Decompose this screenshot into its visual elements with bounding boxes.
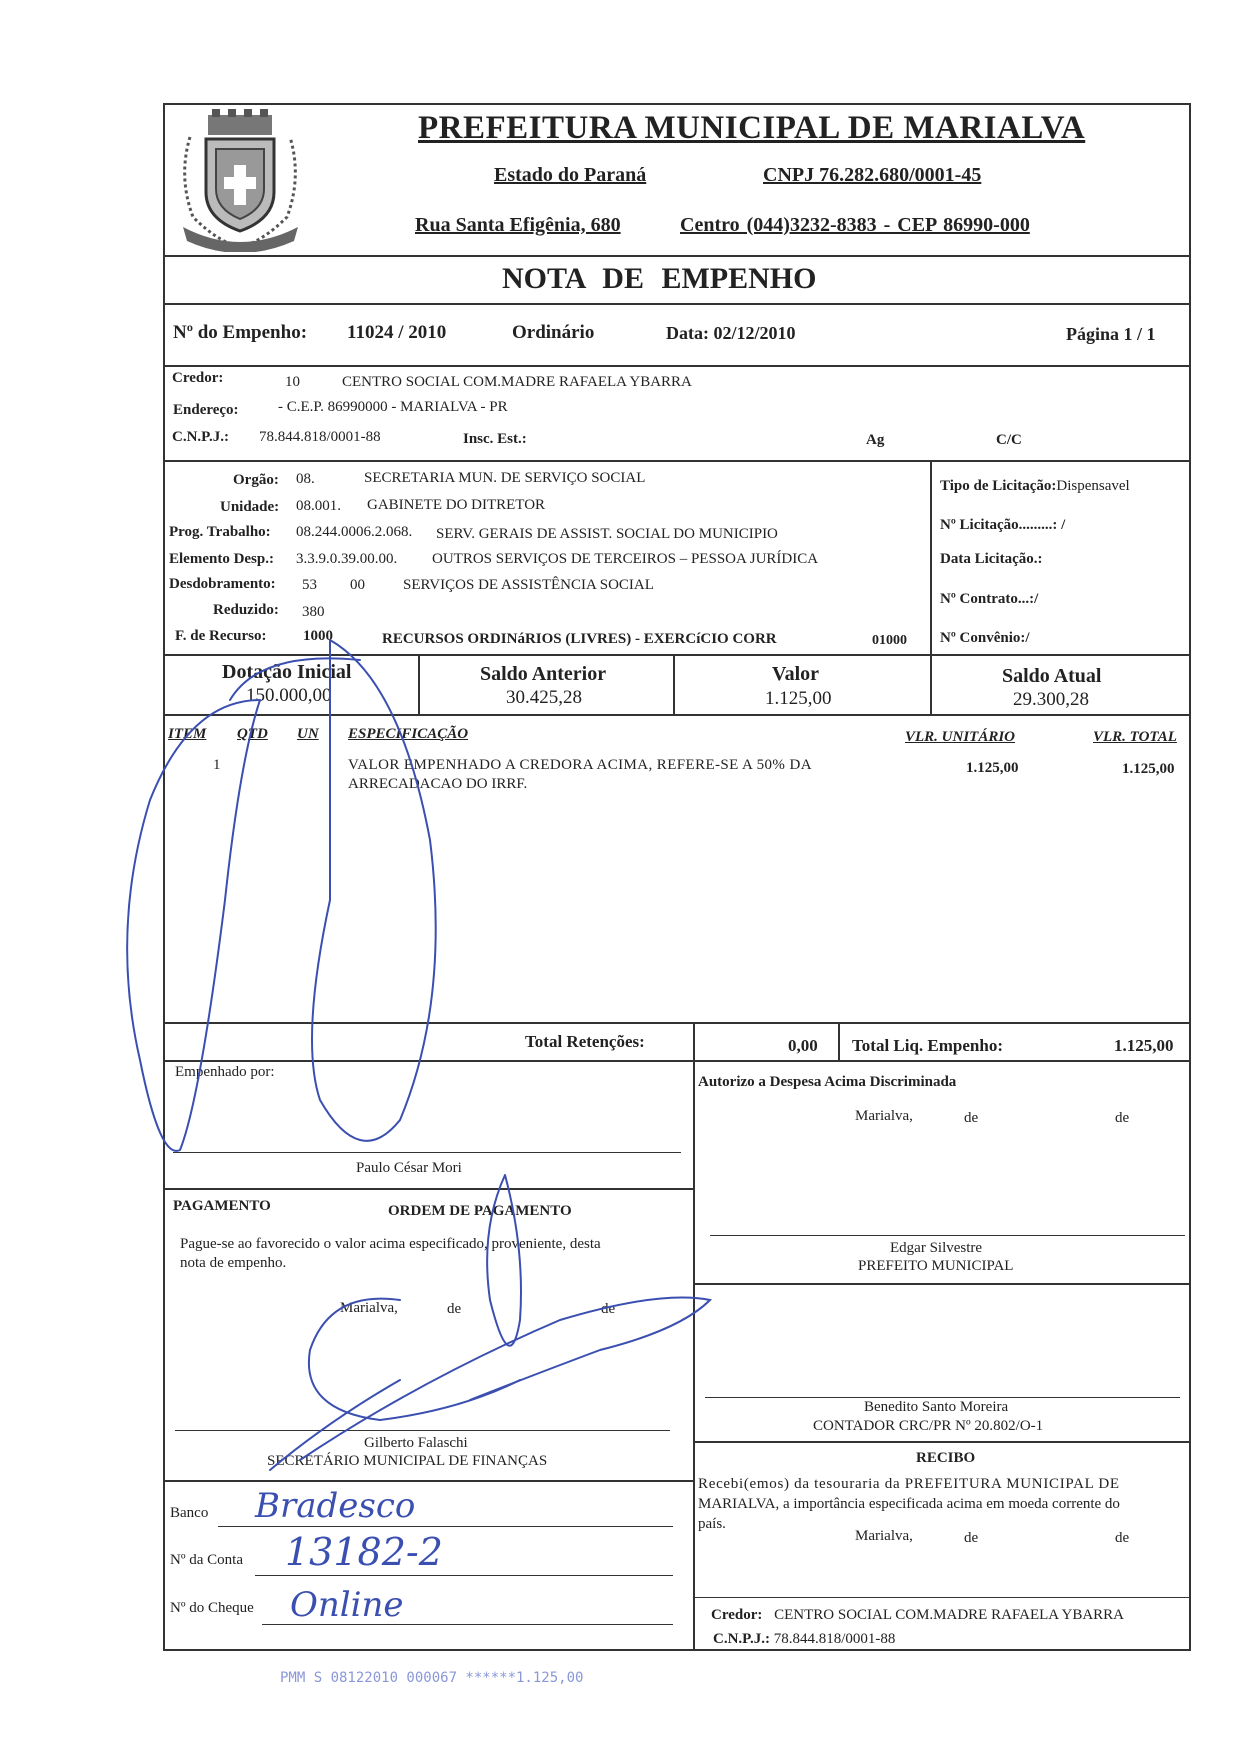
autorizo-place: Marialva,	[855, 1108, 913, 1124]
autorizo-de-1: de	[964, 1110, 979, 1126]
credor-address: - C.E.P. 86990000 - MARIALVA - PR	[278, 399, 508, 415]
rule	[163, 365, 1191, 367]
numero-convenio: Nº Convênio:/	[940, 630, 1030, 646]
banco-value: Bradesco	[255, 1486, 416, 1526]
header-cnpj: CNPJ 76.282.680/0001-45	[763, 164, 982, 186]
desdobramento-a: 53	[302, 577, 317, 593]
header-phone-cep: Centro (044)3232-8383 - CEP 86990-000	[680, 214, 1030, 236]
orgao-name: SECRETARIA MUN. DE SERVIÇO SOCIAL	[364, 470, 646, 486]
col-un: UN	[297, 726, 319, 742]
empenho-number-label: Nº do Empenho:	[173, 322, 308, 343]
recibo-place: Marialva,	[855, 1528, 913, 1544]
rule	[163, 1060, 1191, 1062]
unidade-label: Unidade:	[220, 499, 280, 515]
credor-code: 10	[285, 374, 300, 390]
cheque-value: Online	[290, 1585, 404, 1625]
valor-value: 1.125,00	[765, 688, 832, 709]
rule	[163, 303, 1191, 305]
insc-est-label: Insc. Est.:	[463, 431, 527, 447]
total-retencoes-value: 0,00	[788, 1036, 818, 1055]
pagamento-label: PAGAMENTO	[173, 1198, 271, 1214]
empenho-number: 11024 / 2010	[347, 322, 447, 343]
item-number: 1	[213, 757, 221, 773]
contador-name: Benedito Santo Moreira	[864, 1399, 1009, 1415]
coat-of-arms-icon	[168, 107, 313, 252]
rule	[838, 1022, 840, 1060]
header-state: Estado do Paraná	[494, 164, 647, 186]
col-vlr-total: VLR. TOTAL	[1093, 729, 1177, 745]
signature-line	[705, 1397, 1180, 1398]
dotacao-label: Dotação Inicial	[222, 661, 352, 683]
saldo-anterior-value: 30.425,28	[506, 687, 582, 708]
total-liquido-value: 1.125,00	[1114, 1036, 1174, 1055]
address-label: Endereço:	[173, 402, 239, 418]
signature-line	[173, 1152, 681, 1153]
item-total-value: 1.125,00	[1122, 761, 1175, 777]
prog-trabalho-name: SERV. GERAIS DE ASSIST. SOCIAL DO MUNICIPIO	[436, 526, 778, 542]
item-description-line-1: VALOR EMPENHADO A CREDORA ACIMA, REFERE-SE A 50% DA	[348, 757, 812, 773]
conta-value: 13182-2	[285, 1530, 443, 1574]
orgao-code: 08.	[296, 471, 315, 487]
page-number: Página 1 / 1	[1066, 324, 1156, 344]
secretario-name: Gilberto Falaschi	[364, 1435, 468, 1451]
valor-label: Valor	[772, 663, 820, 685]
empenhado-por-name: Paulo César Mori	[356, 1160, 462, 1176]
recibo-label: RECIBO	[916, 1450, 976, 1466]
reduzido-value: 380	[302, 604, 325, 620]
recurso-code: 1000	[303, 628, 333, 644]
credor-label: Credor:	[172, 370, 224, 386]
rule	[693, 1283, 1191, 1285]
recurso-label: F. de Recurso:	[175, 628, 267, 644]
credor-name: CENTRO SOCIAL COM.MADRE RAFAELA YBARRA	[342, 374, 692, 390]
col-vlr-unitario: VLR. UNITÁRIO	[905, 729, 1016, 745]
credor-cnpj: 78.844.818/0001-88	[259, 429, 381, 445]
rule	[673, 654, 675, 714]
recibo-credor-name: CENTRO SOCIAL COM.MADRE RAFAELA YBARRA	[774, 1607, 1125, 1623]
rule	[163, 654, 1191, 656]
numero-contrato: Nº Contrato...:/	[940, 591, 1039, 607]
recibo-cnpj-value: 78.844.818/0001-88	[773, 1631, 896, 1647]
rule	[163, 1188, 693, 1190]
tipo-licitacao-label: Tipo de Licitação:	[940, 478, 1057, 494]
secretario-role: SECRETÁRIO MUNICIPAL DE FINANÇAS	[267, 1453, 548, 1469]
recibo-de-1: de	[964, 1530, 979, 1546]
prefeito-role: PREFEITO MUNICIPAL	[858, 1258, 1014, 1274]
empenho-type: Ordinário	[512, 322, 595, 343]
field-line	[255, 1575, 673, 1576]
cc-label: C/C	[996, 432, 1022, 448]
ag-label: Ag	[866, 432, 885, 448]
cnpj-label: C.N.P.J.:	[172, 429, 229, 445]
pagamento-place: Marialva,	[340, 1300, 398, 1316]
ordem-pagamento-label: ORDEM DE PAGAMENTO	[388, 1203, 572, 1219]
unidade-name: GABINETE DO DITRETOR	[367, 497, 546, 513]
col-item: ITEM	[168, 726, 207, 742]
signature-line	[710, 1235, 1185, 1236]
contador-role: CONTADOR CRC/PR Nº 20.802/O-1	[813, 1418, 1044, 1434]
rule	[693, 1597, 1191, 1598]
rule	[930, 460, 932, 714]
tipo-licitacao-value: Dispensavel	[1056, 478, 1130, 494]
desdobramento-b: 00	[350, 577, 365, 593]
rule	[693, 1441, 1191, 1443]
elemento-name: OUTROS SERVIÇOS DE TERCEIROS – PESSOA JURÍDICA	[432, 551, 819, 567]
rule	[418, 654, 420, 714]
pagamento-de-1: de	[447, 1301, 462, 1317]
signature-line	[175, 1430, 670, 1431]
unidade-code: 08.001.	[296, 498, 341, 514]
reduzido-label: Reduzido:	[213, 602, 279, 618]
tipo-licitacao	[940, 478, 1130, 495]
numero-licitacao: Nº Licitação.........: /	[940, 517, 1066, 533]
total-liquido-label: Total Liq. Empenho:	[852, 1036, 1003, 1055]
elemento-code: 3.3.9.0.39.00.00.	[296, 551, 398, 567]
banco-label: Banco	[170, 1505, 209, 1521]
recibo-credor-label: Credor:	[711, 1607, 763, 1623]
recibo-cnpj-label: C.N.P.J.:	[713, 1631, 770, 1647]
elemento-label: Elemento Desp.:	[169, 551, 274, 567]
empenhado-por-label: Empenhado por:	[175, 1064, 275, 1080]
saldo-atual-value: 29.300,28	[1013, 689, 1089, 710]
pagamento-text-line-1: Pague-se ao favorecido o valor acima especificado, proveniente, desta	[180, 1236, 601, 1252]
rule	[163, 255, 1191, 257]
header-title: PREFEITURA MUNICIPAL DE MARIALVA	[418, 110, 1086, 146]
item-unit-value: 1.125,00	[966, 760, 1019, 776]
rule	[163, 1022, 1191, 1024]
field-line	[218, 1526, 673, 1527]
recibo-text-line-1: Recebi(emos) da tesouraria da PREFEITURA MUNICIPAL DE	[698, 1476, 1120, 1492]
saldo-atual-label: Saldo Atual	[1002, 665, 1102, 687]
recibo-cnpj	[713, 1631, 895, 1648]
rule	[163, 1480, 693, 1482]
recibo-credor	[711, 1607, 1124, 1624]
saldo-anterior-label: Saldo Anterior	[480, 663, 607, 685]
recibo-text-line-3: país.	[698, 1516, 726, 1532]
item-description-line-2: ARRECADACAO DO IRRF.	[348, 776, 528, 792]
desdobramento-label: Desdobramento:	[169, 576, 276, 592]
prog-trabalho-label: Prog. Trabalho:	[169, 524, 271, 540]
col-qtd: QTD	[237, 726, 268, 742]
empenho-date: Data: 02/12/2010	[666, 323, 796, 343]
dotacao-value: 150.000,00	[246, 685, 332, 706]
autorizo-de-2: de	[1115, 1110, 1130, 1126]
rule	[693, 1022, 695, 1651]
cheque-label: Nº do Cheque	[170, 1600, 254, 1616]
total-retencoes-label: Total Retenções:	[525, 1032, 645, 1051]
recurso-name: RECURSOS ORDINáRIOS (LIVRES) - EXERCíCIO CORR	[382, 631, 777, 647]
recibo-text-line-2: MARIALVA, a importância especificada acima em moeda corrente do	[698, 1496, 1120, 1512]
prefeito-name: Edgar Silvestre	[890, 1240, 983, 1256]
pagamento-de-2: de	[601, 1301, 616, 1317]
recibo-de-2: de	[1115, 1530, 1130, 1546]
prog-trabalho-code: 08.244.0006.2.068.	[296, 524, 413, 540]
conta-label: Nº da Conta	[170, 1552, 243, 1568]
autorizo-label: Autorizo a Despesa Acima Discriminada	[698, 1074, 957, 1090]
orgao-label: Orgão:	[233, 472, 279, 488]
col-especificacao: ESPECIFICAÇÃO	[348, 726, 469, 742]
rule	[163, 714, 1191, 716]
pagamento-text-line-2: nota de empenho.	[180, 1255, 287, 1271]
header-address: Rua Santa Efigênia, 680	[415, 214, 621, 236]
rule	[163, 460, 1191, 462]
desdobramento-name: SERVIÇOS DE ASSISTÊNCIA SOCIAL	[403, 577, 654, 593]
data-licitacao: Data Licitação.:	[940, 551, 1043, 567]
authentication-stamp: PMM S 08122010 000067 ******1.125,00	[280, 1670, 584, 1686]
document-title: NOTA DE EMPENHO	[502, 262, 817, 295]
recurso-code-2: 01000	[872, 633, 907, 648]
